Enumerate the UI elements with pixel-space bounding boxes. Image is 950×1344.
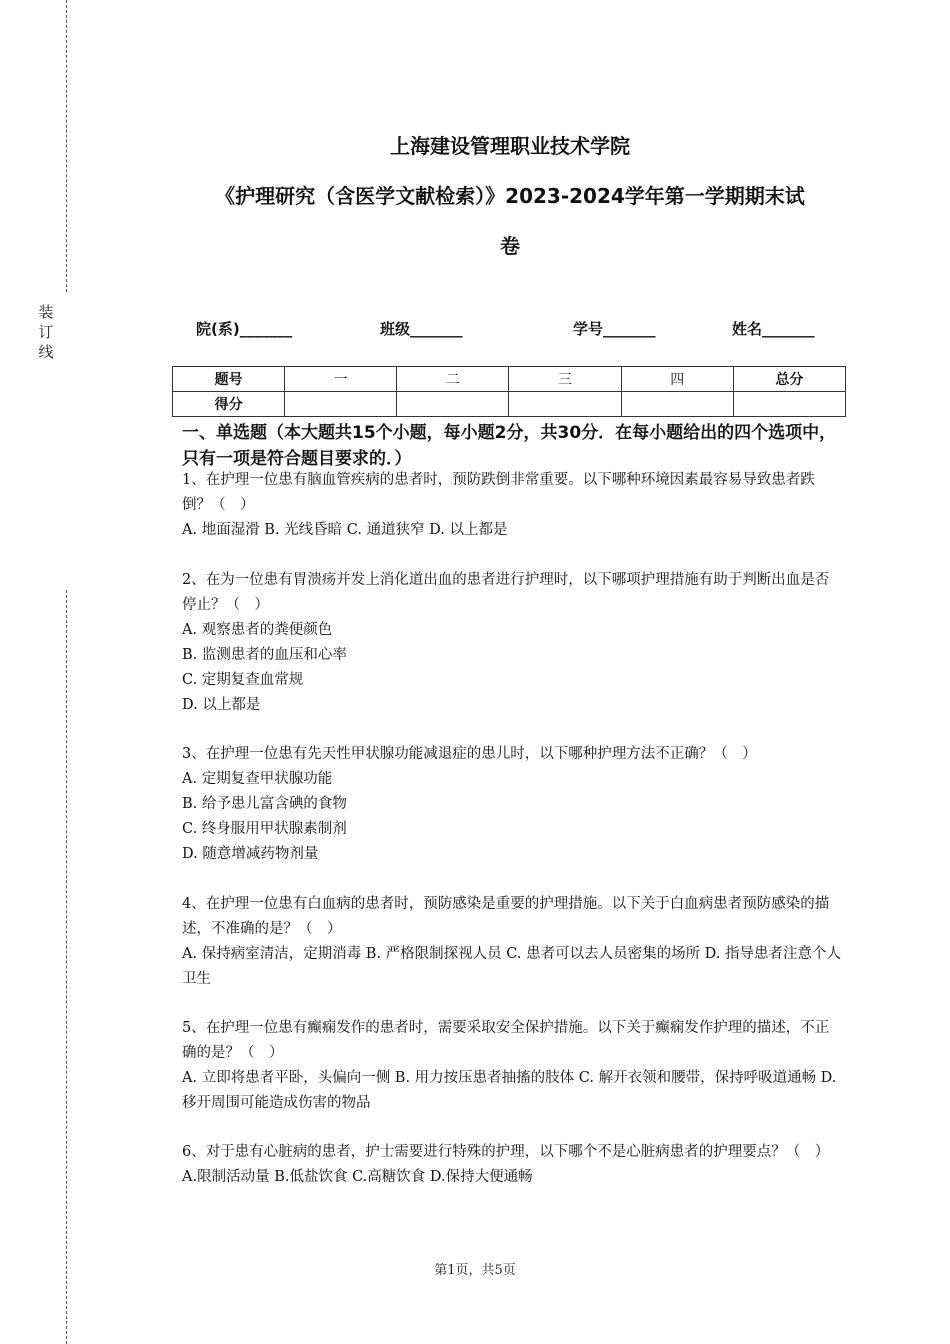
question-3 [182, 742, 842, 867]
score-cell [621, 392, 733, 417]
question-option: A. 地面湿滑 B. 光线昏暗 C. 通道狭窄 D. 以上都是 [182, 522, 508, 538]
score-table [172, 366, 846, 417]
exam-title-line1: 《护理研究（含医学文献检索）》2023-2024学年第一学期期末试 [215, 184, 805, 208]
question-4 [182, 892, 842, 992]
score-table-header-row [173, 367, 846, 392]
question-option: B. 监测患者的血压和心率 [182, 647, 347, 663]
score-cell [397, 392, 509, 417]
question-stem: 5、在护理一位患有癫痫发作的患者时，需要采取安全保护措施。以下关于癫痫发作护理的描述，不正确的是？（ ） [182, 1020, 830, 1061]
question-stem: 1、在护理一位患有脑血管疾病的患者时，预防跌倒非常重要。以下哪种环境因素最容易导致患者跌倒？（ ） [182, 472, 815, 513]
binding-label: 装 订 线 [38, 303, 54, 361]
question-stem: 2、在为一位患有胃溃疡并发上消化道出血的患者进行护理时，以下哪项护理措施有助于判断出血是否停止？（ ） [182, 572, 830, 613]
score-header-cell: 四 [621, 367, 733, 392]
school-name: 上海建设管理职业技术学院 [390, 134, 630, 158]
exam-title-line2: 卷 [500, 234, 520, 258]
binding-line-bottom [66, 590, 67, 1344]
binding-line-top [66, 0, 67, 292]
score-cell [509, 392, 621, 417]
score-row-label: 得分 [173, 392, 285, 417]
question-option: C. 定期复查血常规 [182, 672, 304, 688]
score-header-cell: 一 [285, 367, 397, 392]
question-option: A.限制活动量 B.低盐饮食 C.高糖饮食 D.保持大便通畅 [182, 1169, 533, 1185]
department-field: 院(系)_______ [196, 320, 293, 338]
name-field: 姓名_______ [732, 320, 815, 338]
question-5 [182, 1016, 842, 1116]
page-footer: 第1页，共5页 [434, 1263, 516, 1278]
question-stem: 4、在护理一位患有白血病的患者时，预防感染是重要的护理措施。以下关于白血病患者预防感染的描述，不准确的是？（ ） [182, 896, 830, 937]
student-id-field: 学号_______ [573, 320, 656, 338]
class-field: 班级_______ [380, 320, 463, 338]
question-option: A. 保持病室清洁，定期消毒 B. 严格限制探视人员 C. 患者可以去人员密集的场所 D. 指导患者注意个人卫生 [182, 946, 842, 987]
score-table-score-row [173, 392, 846, 417]
score-cell [285, 392, 397, 417]
score-header-cell: 二 [397, 367, 509, 392]
question-option: D. 随意增减药物剂量 [182, 846, 319, 862]
question-option: B. 给予患儿富含碘的食物 [182, 796, 347, 812]
score-header-cell: 总分 [733, 367, 845, 392]
question-option: A. 定期复查甲状腺功能 [182, 771, 333, 787]
question-option: A. 立即将患者平卧，头偏向一侧 B. 用力按压患者抽搐的肢体 C. 解开衣领和腰带，保持呼吸道通畅 D. 移开周围可能造成伤害的物品 [182, 1070, 837, 1111]
question-stem: 3、在护理一位患有先天性甲状腺功能减退症的患儿时，以下哪种护理方法不正确？（ ） [182, 746, 757, 762]
question-1 [182, 468, 842, 543]
question-option: A. 观察患者的粪便颜色 [182, 622, 333, 638]
question-2 [182, 568, 842, 718]
question-6 [182, 1140, 842, 1190]
score-header-cell: 题号 [173, 367, 285, 392]
section-title: 一、单选题（本大题共15个小题，每小题2分，共30分．在每小题给出的四个选项中，只有一项是符合题目要求的．） [182, 423, 837, 469]
question-option: D. 以上都是 [182, 697, 261, 713]
score-cell [733, 392, 845, 417]
question-stem: 6、对于患有心脏病的患者，护士需要进行特殊的护理，以下哪个不是心脏病患者的护理要点？（ ） [182, 1144, 830, 1160]
question-option: C. 终身服用甲状腺素制剂 [182, 821, 347, 837]
score-header-cell: 三 [509, 367, 621, 392]
